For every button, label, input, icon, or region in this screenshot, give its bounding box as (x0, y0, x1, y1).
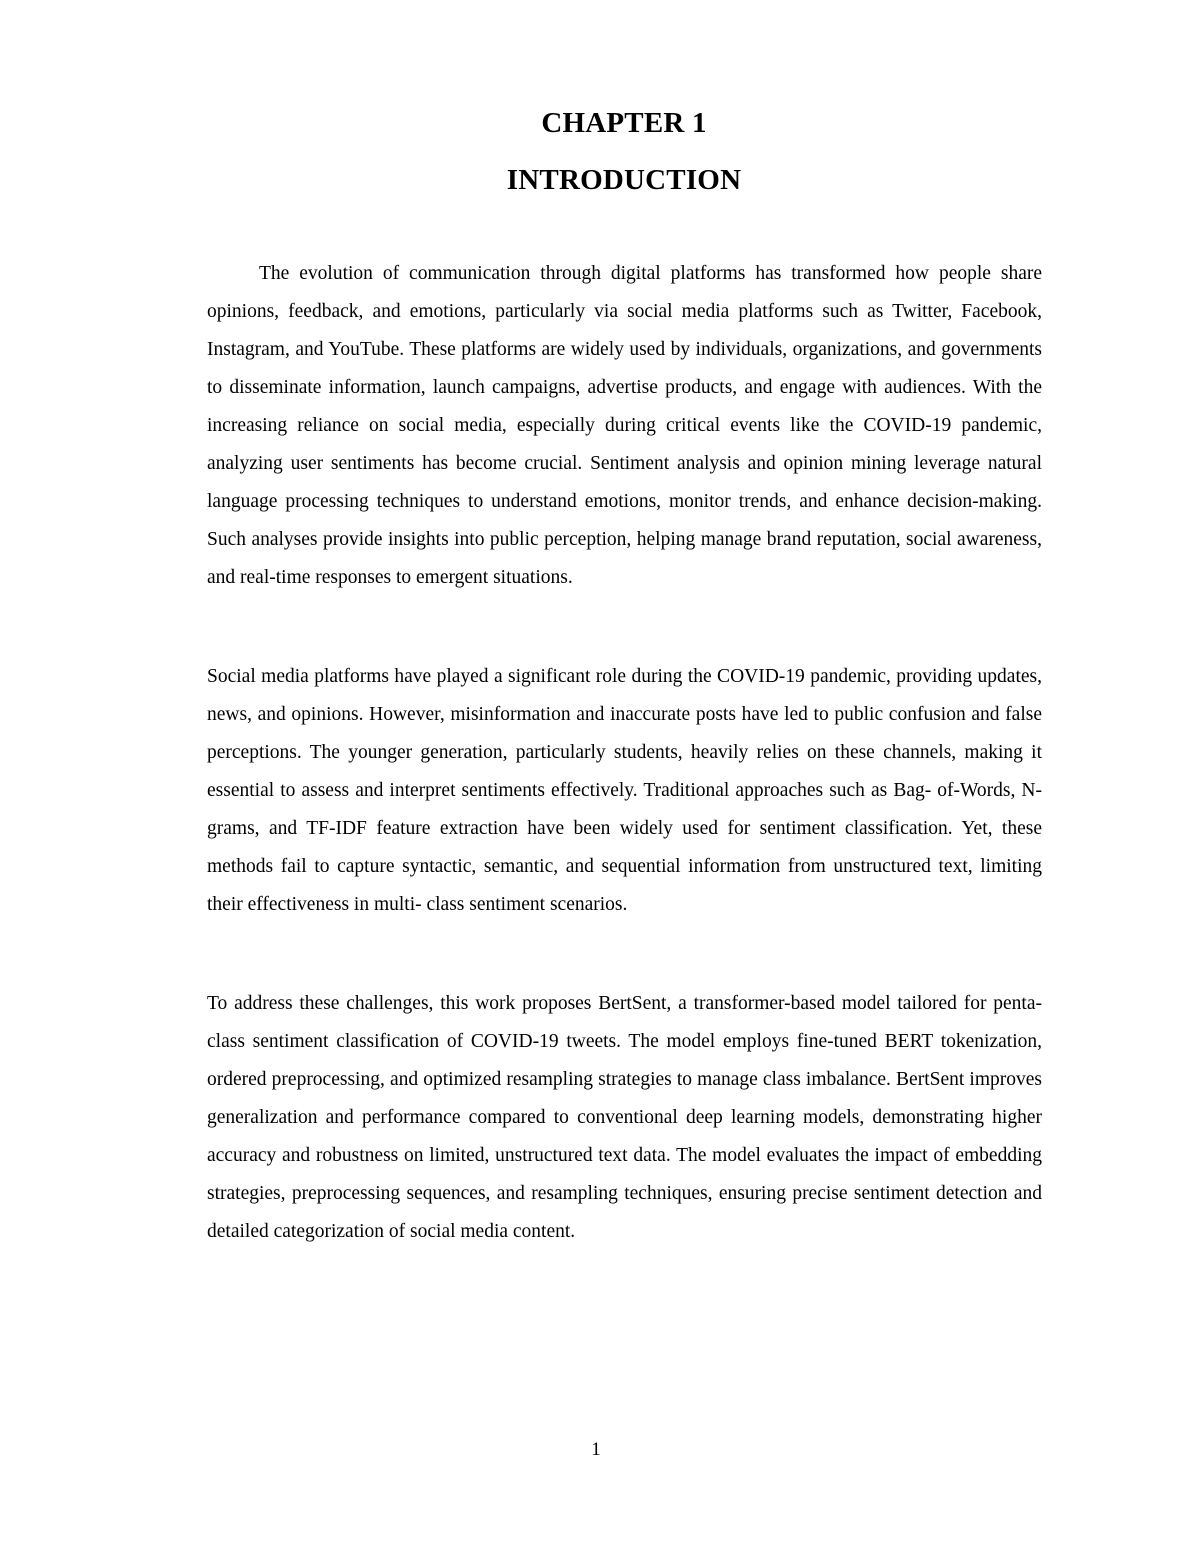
body-paragraph-2: Social media platforms have played a significant role during the COVID-19 pandemic, providing updates, news, and opinions. However, misinformation and inaccurate posts have led to public confusion and false perceptions. The younger generation, particularly students, heavily relies on these channels, making it essential to assess and interpret sentiments effectively. Traditional approaches such as Bag- of-Words, N-grams, and TF-IDF feature extraction have been widely used for sentiment classification. Yet, these methods fail to capture syntactic, semantic, and sequential information from unstructured text, limiting their effectiveness in multi- class sentiment scenarios. (207, 665, 1042, 915)
body-paragraph-3: To address these challenges, this work proposes BertSent, a transformer-based model tailored for penta-class sentiment classification of COVID-19 tweets. The model employs fine-tuned BERT tokenization, ordered preprocessing, and optimized resampling strategies to manage class imbalance. BertSent improves generalization and performance compared to conventional deep learning models, demonstrating higher accuracy and robustness on limited, unstructured text data. The model evaluates the impact of embedding strategies, preprocessing sequences, and resampling techniques, ensuring precise sentiment detection and detailed categorization of social media content. (207, 992, 1042, 1242)
page-number: 1 (591, 1439, 601, 1460)
chapter-title-heading: INTRODUCTION (506, 164, 742, 196)
chapter-number-heading: CHAPTER 1 (541, 107, 707, 139)
body-paragraph-1: The evolution of communication through digital platforms has transformed how people share opinions, feedback, and emotions, particularly via social media platforms such as Twitter, Facebook, Instagram, and YouTube. These platforms are widely used by individuals, organizations, and governments to disseminate information, launch campaigns, advertise products, and engage with audiences. With the increasing reliance on social media, especially during critical events like the COVID-19 pandemic, analyzing user sentiments has become crucial. Sentiment analysis and opinion mining leverage natural language processing techniques to understand emotions, monitor trends, and enhance decision-making. Such analyses provide insights into public perception, helping manage brand reputation, social awareness, and real-time responses to emergent situations. (207, 262, 1042, 588)
